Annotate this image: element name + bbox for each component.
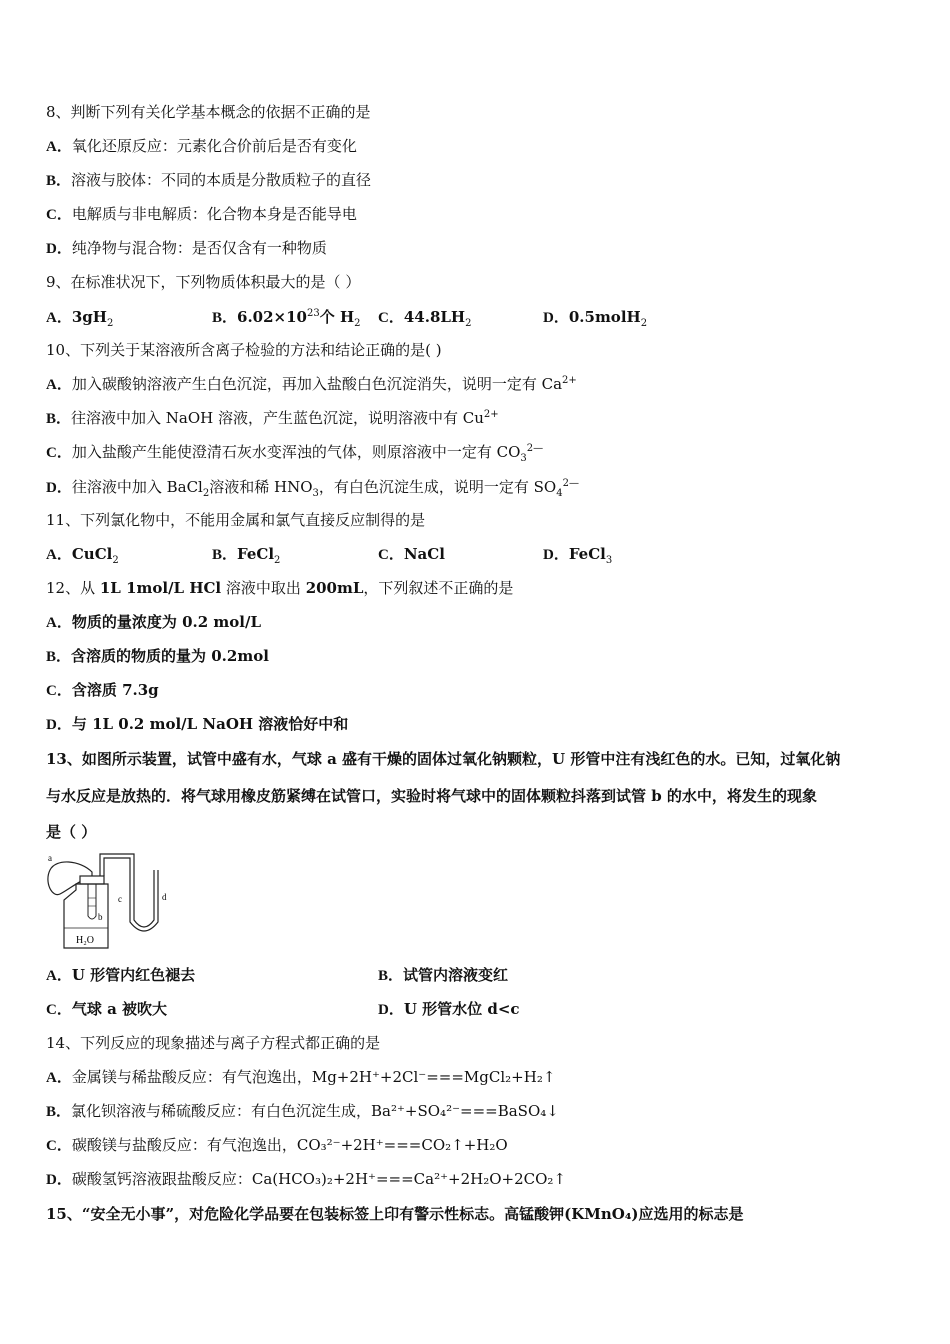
q9-option-b: B．$6.02\times 10^{23}$个 $H_2$	[212, 308, 361, 329]
q12-option-b: B．含溶质的物质的量为 0.2mol	[46, 647, 269, 665]
label-h2o: H₂O	[76, 935, 94, 946]
q9-option-a: A．$3gH_2$	[46, 308, 114, 329]
apparatus-figure	[44, 850, 179, 950]
q14-option-a: A．金属镁与稀盐酸反应：有气泡逸出，Mg+2H⁺+2Cl⁻===MgCl₂+H₂↑	[46, 1068, 556, 1086]
label-c: c	[118, 894, 122, 904]
q11-option-a: A．CuCl$_2$	[46, 545, 119, 566]
q8-stem: 8、判断下列有关化学基本概念的依据不正确的是	[46, 103, 371, 121]
q11-option-c: C．NaCl	[378, 545, 445, 563]
q8-option-b: B．溶液与胶体：不同的本质是分散质粒子的直径	[46, 171, 372, 189]
q14-stem: 14、下列反应的现象描述与离子方程式都正确的是	[46, 1034, 381, 1052]
q11-option-b: B．FeCl$_2$	[212, 545, 281, 566]
q13-option-c: C．气球 a 被吹大	[46, 1000, 168, 1018]
q13-option-d: D．U 形管水位 d<c	[378, 1000, 520, 1018]
test-tube-shape	[88, 884, 96, 919]
q12-option-d: D．与 1L 0.2 mol/L NaOH 溶液恰好中和	[46, 715, 349, 733]
q10-option-b: B．往溶液中加入 NaOH 溶液，产生蓝色沉淀，说明溶液中有 $Cu^{2+}$	[46, 409, 499, 427]
q14-option-c: C．碳酸镁与盐酸反应：有气泡逸出，CO₃²⁻+2H⁺===CO₂↑+H₂O	[46, 1136, 508, 1154]
q14-option-d: D．碳酸氢钙溶液跟盐酸反应：Ca(HCO₃)₂+2H⁺===Ca²⁺+2H₂O+2CO₂↑	[46, 1170, 566, 1188]
q13-stem-line1: 13、如图所示装置，试管中盛有水，气球 a 盛有干燥的固体过氧化钠颗粒，U 形管中注有浅红色的水。已知，过氧化钠	[46, 750, 841, 768]
q15-stem: 15、“安全无小事”，对危险化学品要在包装标签上印有警示性标志。高锰酸钾(KMnO₄)应选用的标志是	[46, 1205, 744, 1223]
q12-stem: 12、从 1L 1mol/L HCl 溶液中取出 200mL，下列叙述不正确的是	[46, 579, 514, 597]
q8-option-d: D．纯净物与混合物：是否仅含有一种物质	[46, 239, 327, 257]
q10-option-d: D．往溶液中加入 BaCl$_2$溶液和稀 $HNO_3$，有白色沉淀生成，说明一定有 $SO_4^{2—}$	[46, 478, 579, 499]
q8-option-c: C．电解质与非电解质：化合物本身是否能导电	[46, 205, 357, 223]
q9-option-d: D．0.5molH$_2$	[543, 308, 648, 329]
q10-stem: 10、下列关于某溶液所含离子检验的方法和结论正确的是( )	[46, 341, 442, 359]
label-b: b	[98, 912, 103, 922]
q11-option-d: D．FeCl$_3$	[543, 545, 613, 566]
q10-option-c: C．加入盐酸产生能使澄清石灰水变浑浊的气体，则原溶液中一定有 $CO_3^{2—}$	[46, 443, 544, 464]
label-a: a	[48, 853, 52, 863]
q13-stem-line3: 是（ ）	[46, 823, 97, 841]
q11-stem: 11、下列氯化物中，不能用金属和氯气直接反应制得的是	[46, 511, 426, 529]
q8-option-a: A．氧化还原反应：元素化合价前后是否有变化	[46, 137, 357, 155]
q12-option-a: A．物质的量浓度为 0.2 mol/L	[46, 613, 261, 631]
q13-stem-line2: 与水反应是放热的．将气球用橡皮筋紧缚在试管口，实验时将气球中的固体颗粒抖落到试管 b 的水中，将发生的现象	[46, 787, 817, 805]
q10-option-a: A．加入碳酸钠溶液产生白色沉淀，再加入盐酸白色沉淀消失，说明一定有 $Ca^{2+}$	[46, 375, 577, 393]
q13-option-b: B．试管内溶液变红	[378, 966, 509, 984]
q14-option-b: B．氯化钡溶液与稀硫酸反应：有白色沉淀生成，Ba²⁺+SO₄²⁻===BaSO₄↓	[46, 1102, 559, 1120]
u-tube-inner	[104, 858, 158, 931]
q13-option-a: A．U 形管内红色褪去	[46, 966, 196, 984]
label-d: d	[162, 892, 167, 902]
stopper-shape	[80, 876, 104, 884]
apparatus-drawing	[44, 850, 179, 950]
q9-stem: 9、在标准状况下，下列物质体积最大的是（ ）	[46, 273, 361, 291]
q9-option-c: C．$44.8LH_2$	[378, 308, 472, 329]
q12-option-c: C．含溶质 7.3g	[46, 681, 159, 699]
